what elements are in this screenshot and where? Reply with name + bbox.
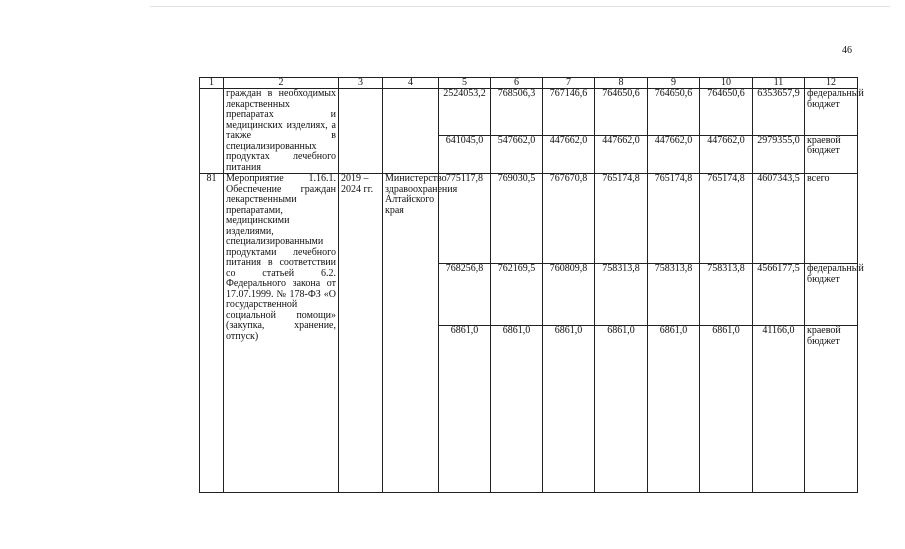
value-cell: 764650,6 [700, 89, 753, 136]
budget-source: всего [805, 174, 858, 264]
item-number: 81 [200, 174, 224, 493]
header-cell: 3 [339, 78, 383, 89]
value-cell: 447662,0 [700, 135, 753, 173]
budget-source: федеральный бюджет [805, 89, 858, 136]
value-cell: 447662,0 [543, 135, 595, 173]
period-cell: 2019 – 2024 гг. [339, 174, 383, 493]
value-cell: 764650,6 [648, 89, 700, 136]
budget-source: краевой бюджет [805, 326, 858, 493]
value-cell: 447662,0 [595, 135, 648, 173]
value-cell: 6353657,9 [753, 89, 805, 136]
table-row [200, 174, 858, 264]
value-cell: 767670,8 [543, 174, 595, 264]
value-cell: 775117,8 [439, 174, 491, 264]
value-cell: 547662,0 [491, 135, 543, 173]
header-cell: 1 [200, 78, 224, 89]
item-description: граждан в необходимых лекарственных препаратах и медицинских изделиях, а также в специализированных продуктах лечебного питания [224, 89, 339, 174]
header-cell: 6 [491, 78, 543, 89]
value-cell: 6861,0 [543, 326, 595, 493]
value-cell: 6861,0 [595, 326, 648, 493]
value-cell: 767146,6 [543, 89, 595, 136]
scan-artifact-line [150, 6, 890, 7]
value-cell: 760809,8 [543, 264, 595, 326]
value-cell: 6861,0 [491, 326, 543, 493]
item-number-cell [200, 89, 224, 174]
value-cell: 6861,0 [648, 326, 700, 493]
value-cell: 764650,6 [595, 89, 648, 136]
value-cell: 758313,8 [648, 264, 700, 326]
value-cell: 2979355,0 [753, 135, 805, 173]
header-cell: 5 [439, 78, 491, 89]
item-description: Мероприятие 1.16.1. Обеспечение граждан лекарственными препаратами, медицинскими изделиями, специализированными продуктами лечебного питания в соответствии со статьей 6.2. Федерального закона от 17.07.1999. № 178-ФЗ «О государственной социальной помощи» (закупка, хранение, отпуск) [224, 174, 339, 493]
table-row [200, 89, 858, 136]
value-cell: 765174,8 [648, 174, 700, 264]
value-cell: 765174,8 [700, 174, 753, 264]
budget-source: федеральный бюджет [805, 264, 858, 326]
value-cell: 6861,0 [700, 326, 753, 493]
header-cell: 8 [595, 78, 648, 89]
header-cell: 11 [753, 78, 805, 89]
executor-cell [383, 89, 439, 174]
value-cell: 41166,0 [753, 326, 805, 493]
header-cell: 4 [383, 78, 439, 89]
value-cell: 4607343,5 [753, 174, 805, 264]
value-cell: 768256,8 [439, 264, 491, 326]
value-cell: 6861,0 [439, 326, 491, 493]
header-cell: 2 [224, 78, 339, 89]
table-header-row [200, 78, 858, 89]
value-cell: 447662,0 [648, 135, 700, 173]
value-cell: 2524053,2 [439, 89, 491, 136]
header-cell: 7 [543, 78, 595, 89]
budget-table [199, 77, 864, 493]
page-number: 46 [842, 45, 852, 56]
value-cell: 758313,8 [700, 264, 753, 326]
value-cell: 765174,8 [595, 174, 648, 264]
period-cell [339, 89, 383, 174]
value-cell: 758313,8 [595, 264, 648, 326]
value-cell: 769030,5 [491, 174, 543, 264]
value-cell: 762169,5 [491, 264, 543, 326]
value-cell: 4566177,5 [753, 264, 805, 326]
header-cell: 9 [648, 78, 700, 89]
value-cell: 641045,0 [439, 135, 491, 173]
executor-cell: Министерство здравоохранения Алтайского края [383, 174, 439, 493]
header-cell: 12 [805, 78, 858, 89]
header-cell: 10 [700, 78, 753, 89]
value-cell: 768506,3 [491, 89, 543, 136]
budget-source: краевой бюджет [805, 135, 858, 173]
